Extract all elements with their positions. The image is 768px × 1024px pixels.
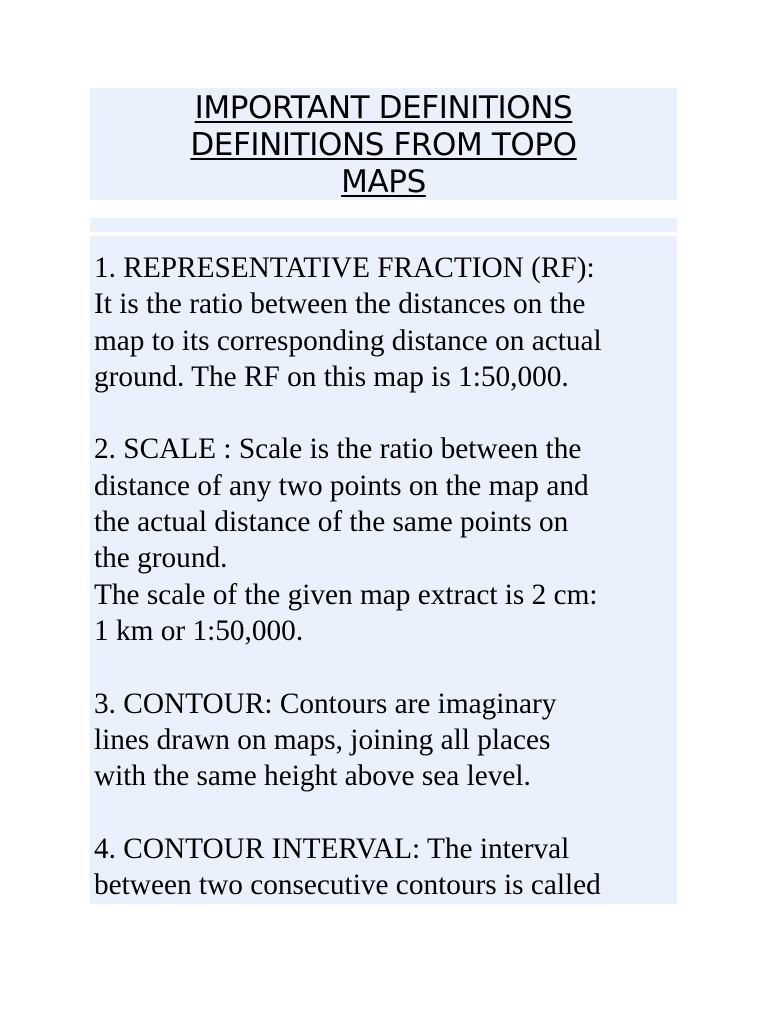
text-line: between two consecutive contours is called: [94, 869, 601, 902]
definition-scale: [94, 431, 677, 649]
title-line-3: MAPS: [341, 164, 426, 200]
text-line: distance of any two points on the map and: [94, 469, 589, 502]
text-line: The scale of the given map extract is 2 cm:: [94, 578, 598, 611]
paragraph-gap: [94, 395, 677, 431]
separator-strip: [90, 218, 677, 232]
definition-representative-fraction: [94, 250, 677, 395]
text-line: the ground.: [94, 542, 228, 575]
text-line: lines drawn on maps, joining all places: [94, 723, 551, 756]
definition-contour: [94, 686, 677, 795]
text-line: with the same height above sea level.: [94, 760, 531, 793]
title-line-1: IMPORTANT DEFINITIONS: [194, 90, 573, 126]
paragraph-gap: [94, 794, 677, 830]
title-line-2: DEFINITIONS FROM TOPO: [190, 127, 577, 163]
text-line: ground. The RF on this map is 1:50,000.: [94, 360, 569, 393]
text-line: 3. CONTOUR: Contours are imaginary: [94, 687, 557, 720]
text-line: map to its corresponding distance on actual: [94, 324, 602, 357]
text-line: It is the ratio between the distances on the: [94, 288, 586, 321]
text-line: the actual distance of the same points on: [94, 506, 569, 539]
text-line: 1 km or 1:50,000.: [94, 614, 304, 647]
paragraph-gap: [94, 649, 677, 685]
text-line: 4. CONTOUR INTERVAL: The interval: [94, 832, 570, 865]
text-line: 2. SCALE : Scale is the ratio between the: [94, 433, 582, 466]
definitions-body: [90, 236, 677, 904]
title-block: [90, 88, 677, 200]
definition-contour-interval: [94, 831, 677, 904]
text-line: 1. REPRESENTATIVE FRACTION (RF):: [94, 252, 595, 284]
